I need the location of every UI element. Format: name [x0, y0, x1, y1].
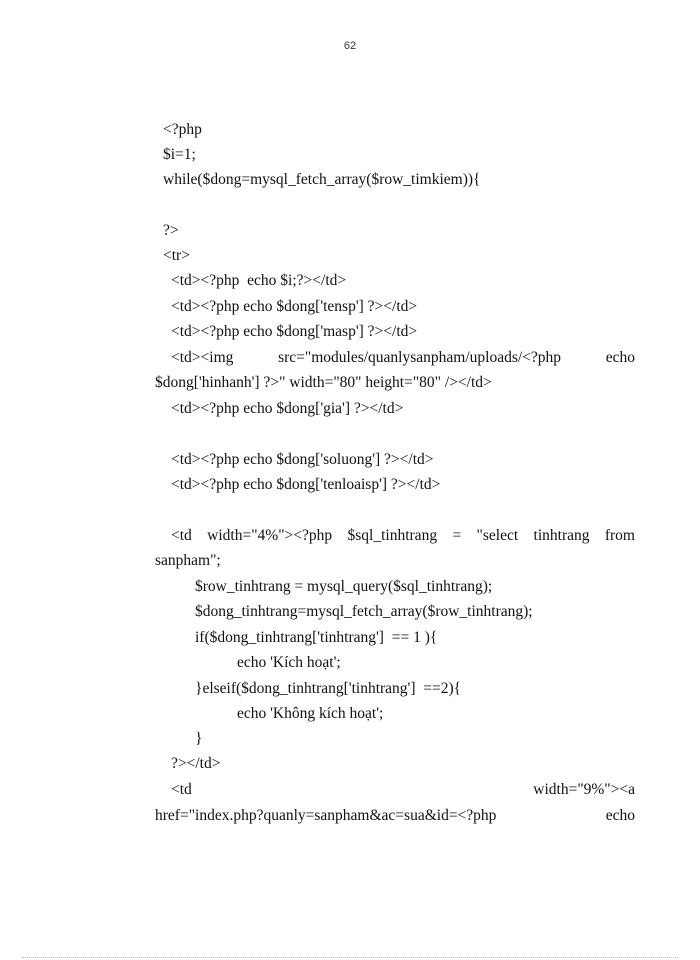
code-line: $dong['hinhanh'] ?>" width="80" height="80" /></td> [155, 374, 492, 391]
code-word: from [604, 527, 635, 544]
code-word: width="9%"><a [533, 781, 635, 798]
code-word: tinhtrang [533, 527, 590, 544]
code-line-justified [171, 780, 635, 800]
code-line: ?></td> [171, 755, 221, 772]
code-line: <td><?php echo $i;?></td> [171, 272, 347, 289]
code-word: echo [605, 349, 635, 366]
code-word: href="index.php?quanly=sanpham&ac=sua&id=<?php [155, 807, 497, 824]
code-line: $dong_tinhtrang=mysql_fetch_array($row_tinhtrang); [195, 603, 533, 620]
code-line: while($dong=mysql_fetch_array($row_timkiem)){ [163, 171, 481, 188]
code-word: width="4%"><?php [207, 527, 333, 544]
code-line: <td><?php echo $dong['gia'] ?></td> [171, 400, 404, 417]
code-line: sanpham"; [155, 552, 221, 569]
code-line: if($dong_tinhtrang['tinhtrang'] == 1 ){ [195, 629, 438, 646]
code-line: <td><?php echo $dong['tensp'] ?></td> [171, 298, 418, 315]
code-line: echo 'Kích hoạt'; [237, 654, 341, 671]
code-line: <tr> [163, 247, 190, 264]
code-line-justified [171, 348, 635, 368]
code-line: <td><?php echo $dong['tenloaisp'] ?></td> [171, 476, 441, 493]
code-line: <td><?php echo $dong['masp'] ?></td> [171, 323, 418, 340]
page-bottom-border [22, 957, 678, 958]
code-line: <td><?php echo $dong['soluong'] ?></td> [171, 451, 434, 468]
code-word: src="modules/quanlysanpham/uploads/<?php [278, 349, 562, 366]
code-line: } [195, 730, 203, 747]
code-word: <td><img [171, 349, 234, 366]
page-number: 62 [343, 40, 357, 52]
code-line: $i=1; [163, 146, 196, 163]
code-word: "select [476, 527, 519, 544]
code-word: echo [605, 807, 635, 824]
code-line: }elseif($dong_tinhtrang['tinhtrang'] ==2){ [195, 680, 462, 697]
code-line: echo 'Không kích hoạt'; [237, 705, 384, 722]
code-word: <td [171, 527, 192, 544]
code-word: = [452, 527, 462, 544]
code-line: $row_tinhtrang = mysql_query($sql_tinhtrang); [195, 578, 493, 595]
code-line-justified [171, 526, 635, 546]
code-line: <?php [163, 121, 202, 138]
code-word: $sql_tinhtrang [347, 527, 438, 544]
code-line: ?> [163, 222, 179, 239]
code-line-justified [155, 806, 635, 826]
code-word: <td [171, 781, 192, 798]
